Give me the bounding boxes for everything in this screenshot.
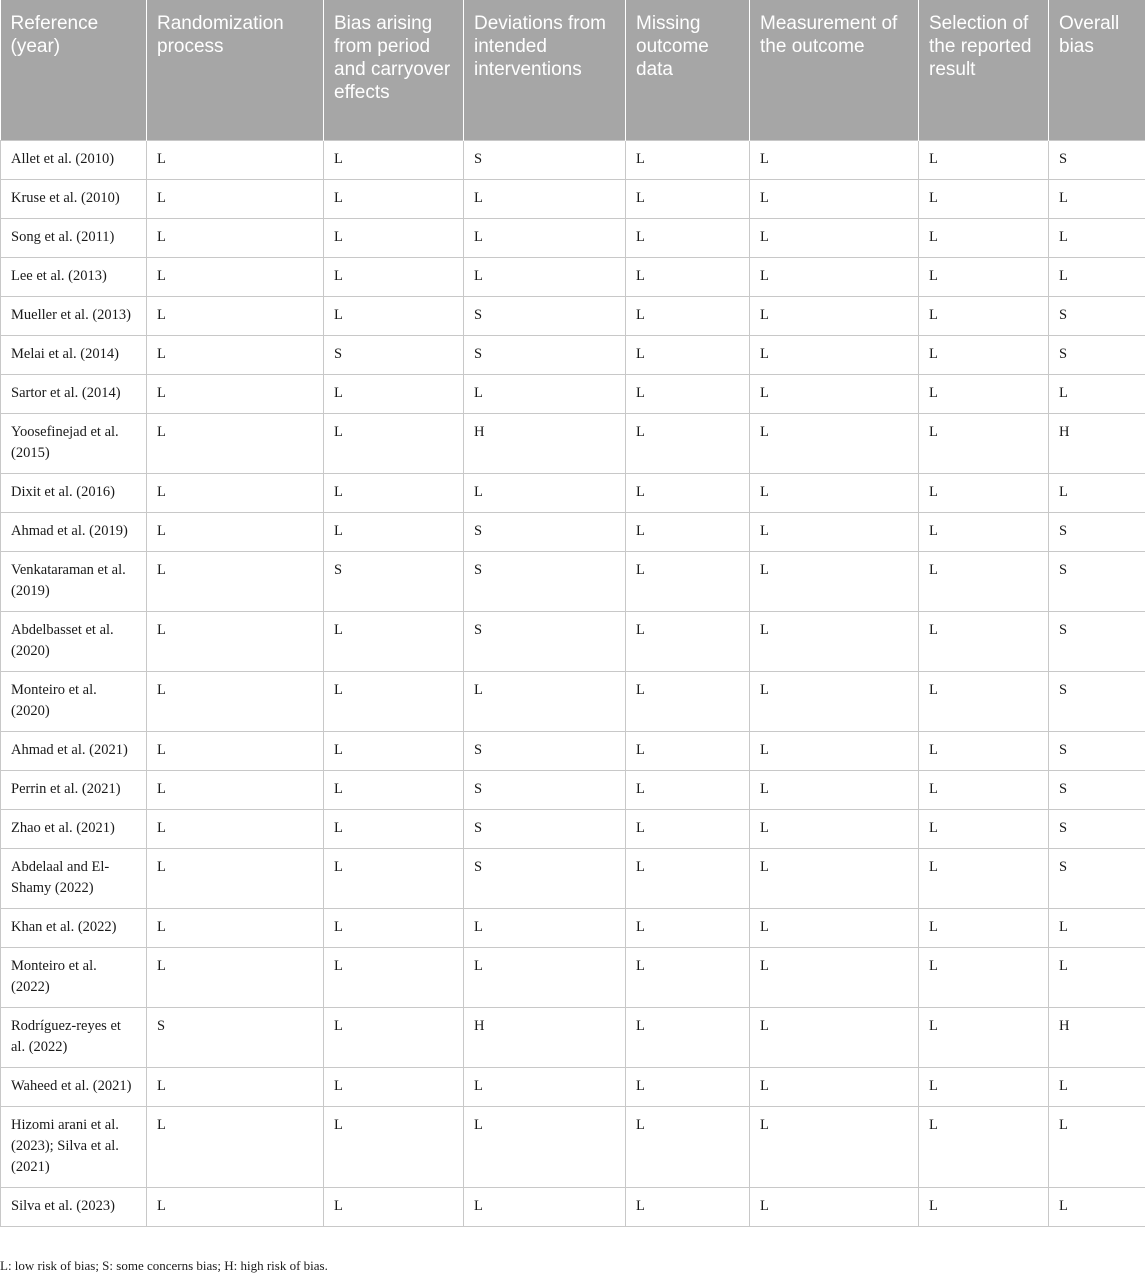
cell-period-carryover: L	[324, 848, 464, 908]
cell-missing-data: L	[626, 551, 750, 611]
table-row	[1, 413, 1145, 473]
cell-overall: L	[1049, 473, 1145, 512]
cell-measurement: L	[750, 848, 919, 908]
cell-period-carryover: L	[324, 1106, 464, 1187]
cell-randomization: L	[147, 908, 324, 947]
cell-selection: L	[919, 512, 1049, 551]
cell-selection: L	[919, 296, 1049, 335]
cell-selection: L	[919, 179, 1049, 218]
cell-randomization: L	[147, 218, 324, 257]
cell-missing-data: L	[626, 335, 750, 374]
cell-period-carryover: L	[324, 770, 464, 809]
header-selection: Selection of the reported result	[919, 0, 1049, 140]
cell-randomization: L	[147, 1067, 324, 1106]
table-row	[1, 1106, 1145, 1187]
cell-overall: S	[1049, 551, 1145, 611]
cell-overall: L	[1049, 218, 1145, 257]
cell-randomization: L	[147, 671, 324, 731]
table-row	[1, 179, 1145, 218]
cell-period-carryover: L	[324, 731, 464, 770]
cell-randomization: L	[147, 1187, 324, 1226]
table-row	[1, 1187, 1145, 1226]
table-header-row	[1, 0, 1145, 140]
cell-selection: L	[919, 947, 1049, 1007]
header-missing-data: Missing outcome data	[626, 0, 750, 140]
cell-randomization: L	[147, 473, 324, 512]
cell-reference: Venkataraman et al. (2019)	[1, 551, 147, 611]
cell-missing-data: L	[626, 218, 750, 257]
cell-period-carryover: L	[324, 257, 464, 296]
cell-selection: L	[919, 140, 1049, 179]
cell-selection: L	[919, 611, 1049, 671]
cell-period-carryover: L	[324, 473, 464, 512]
cell-overall: L	[1049, 947, 1145, 1007]
cell-overall: L	[1049, 1187, 1145, 1226]
cell-randomization: L	[147, 374, 324, 413]
cell-reference: Silva et al. (2023)	[1, 1187, 147, 1226]
table-row	[1, 770, 1145, 809]
cell-period-carryover: L	[324, 374, 464, 413]
header-randomization: Randomization process	[147, 0, 324, 140]
table-row	[1, 140, 1145, 179]
cell-deviations: L	[464, 947, 626, 1007]
cell-deviations: L	[464, 671, 626, 731]
cell-measurement: L	[750, 179, 919, 218]
cell-deviations: H	[464, 1007, 626, 1067]
table-row	[1, 374, 1145, 413]
cell-deviations: S	[464, 296, 626, 335]
table-row	[1, 1067, 1145, 1106]
cell-reference: Dixit et al. (2016)	[1, 473, 147, 512]
header-deviations: Deviations from intended interventions	[464, 0, 626, 140]
cell-randomization: L	[147, 512, 324, 551]
cell-missing-data: L	[626, 179, 750, 218]
cell-reference: Song et al. (2011)	[1, 218, 147, 257]
cell-measurement: L	[750, 374, 919, 413]
cell-measurement: L	[750, 413, 919, 473]
cell-reference: Hizomi arani et al. (2023); Silva et al. (2021)	[1, 1106, 147, 1187]
cell-overall: S	[1049, 848, 1145, 908]
cell-missing-data: L	[626, 770, 750, 809]
cell-missing-data: L	[626, 1106, 750, 1187]
cell-missing-data: L	[626, 374, 750, 413]
cell-missing-data: L	[626, 413, 750, 473]
table-row	[1, 1007, 1145, 1067]
cell-missing-data: L	[626, 809, 750, 848]
cell-overall: L	[1049, 908, 1145, 947]
cell-selection: L	[919, 731, 1049, 770]
cell-period-carryover: L	[324, 179, 464, 218]
cell-reference: Ahmad et al. (2021)	[1, 731, 147, 770]
cell-overall: L	[1049, 1067, 1145, 1106]
cell-selection: L	[919, 809, 1049, 848]
cell-measurement: L	[750, 908, 919, 947]
cell-measurement: L	[750, 731, 919, 770]
cell-overall: L	[1049, 374, 1145, 413]
cell-deviations: L	[464, 1067, 626, 1106]
cell-measurement: L	[750, 140, 919, 179]
cell-missing-data: L	[626, 473, 750, 512]
cell-deviations: S	[464, 611, 626, 671]
cell-period-carryover: L	[324, 140, 464, 179]
cell-measurement: L	[750, 1187, 919, 1226]
cell-selection: L	[919, 908, 1049, 947]
cell-missing-data: L	[626, 1007, 750, 1067]
cell-selection: L	[919, 335, 1049, 374]
table-footnote: L: low risk of bias; S: some concerns bias; H: high risk of bias.	[0, 1258, 328, 1273]
cell-selection: L	[919, 770, 1049, 809]
cell-missing-data: L	[626, 671, 750, 731]
cell-deviations: L	[464, 257, 626, 296]
cell-randomization: L	[147, 947, 324, 1007]
cell-selection: L	[919, 1067, 1049, 1106]
cell-missing-data: L	[626, 848, 750, 908]
table-row	[1, 218, 1145, 257]
header-period-carryover: Bias arising from period and carryover effects	[324, 0, 464, 140]
cell-missing-data: L	[626, 611, 750, 671]
cell-measurement: L	[750, 1007, 919, 1067]
cell-deviations: S	[464, 809, 626, 848]
cell-randomization: L	[147, 257, 324, 296]
cell-selection: L	[919, 1106, 1049, 1187]
cell-deviations: L	[464, 1106, 626, 1187]
table-row	[1, 731, 1145, 770]
table-row	[1, 551, 1145, 611]
cell-reference: Ahmad et al. (2019)	[1, 512, 147, 551]
cell-period-carryover: L	[324, 947, 464, 1007]
cell-overall: H	[1049, 1007, 1145, 1067]
cell-missing-data: L	[626, 908, 750, 947]
header-overall: Overall bias	[1049, 0, 1145, 140]
cell-deviations: S	[464, 770, 626, 809]
cell-missing-data: L	[626, 1067, 750, 1106]
cell-deviations: S	[464, 731, 626, 770]
cell-deviations: L	[464, 908, 626, 947]
cell-overall: S	[1049, 671, 1145, 731]
cell-period-carryover: S	[324, 551, 464, 611]
cell-period-carryover: L	[324, 413, 464, 473]
cell-selection: L	[919, 848, 1049, 908]
cell-period-carryover: S	[324, 335, 464, 374]
cell-reference: Monteiro et al. (2022)	[1, 947, 147, 1007]
cell-overall: S	[1049, 770, 1145, 809]
cell-randomization: L	[147, 1106, 324, 1187]
cell-overall: L	[1049, 1106, 1145, 1187]
cell-missing-data: L	[626, 1187, 750, 1226]
table-body	[1, 140, 1145, 1226]
cell-randomization: L	[147, 179, 324, 218]
cell-randomization: L	[147, 413, 324, 473]
cell-overall: S	[1049, 512, 1145, 551]
cell-selection: L	[919, 671, 1049, 731]
cell-selection: L	[919, 413, 1049, 473]
table-row	[1, 335, 1145, 374]
cell-randomization: L	[147, 140, 324, 179]
table-row	[1, 257, 1145, 296]
cell-selection: L	[919, 374, 1049, 413]
cell-overall: S	[1049, 611, 1145, 671]
cell-randomization: L	[147, 770, 324, 809]
cell-randomization: S	[147, 1007, 324, 1067]
cell-selection: L	[919, 551, 1049, 611]
cell-measurement: L	[750, 671, 919, 731]
cell-deviations: L	[464, 179, 626, 218]
cell-randomization: L	[147, 335, 324, 374]
cell-reference: Khan et al. (2022)	[1, 908, 147, 947]
cell-reference: Kruse et al. (2010)	[1, 179, 147, 218]
cell-deviations: S	[464, 512, 626, 551]
header-measurement: Measurement of the outcome	[750, 0, 919, 140]
cell-reference: Zhao et al. (2021)	[1, 809, 147, 848]
cell-reference: Abdelaal and El-Shamy (2022)	[1, 848, 147, 908]
cell-period-carryover: L	[324, 1067, 464, 1106]
cell-measurement: L	[750, 947, 919, 1007]
cell-reference: Mueller et al. (2013)	[1, 296, 147, 335]
cell-selection: L	[919, 473, 1049, 512]
cell-measurement: L	[750, 473, 919, 512]
cell-missing-data: L	[626, 512, 750, 551]
cell-missing-data: L	[626, 947, 750, 1007]
cell-overall: S	[1049, 296, 1145, 335]
cell-deviations: S	[464, 335, 626, 374]
cell-overall: S	[1049, 140, 1145, 179]
cell-measurement: L	[750, 551, 919, 611]
cell-reference: Waheed et al. (2021)	[1, 1067, 147, 1106]
table-row	[1, 671, 1145, 731]
cell-reference: Yoosefinejad et al. (2015)	[1, 413, 147, 473]
cell-deviations: S	[464, 848, 626, 908]
cell-randomization: L	[147, 296, 324, 335]
cell-reference: Allet et al. (2010)	[1, 140, 147, 179]
cell-randomization: L	[147, 551, 324, 611]
cell-overall: S	[1049, 731, 1145, 770]
cell-overall: L	[1049, 179, 1145, 218]
cell-missing-data: L	[626, 731, 750, 770]
table-row	[1, 473, 1145, 512]
cell-selection: L	[919, 218, 1049, 257]
cell-deviations: L	[464, 374, 626, 413]
cell-measurement: L	[750, 296, 919, 335]
cell-measurement: L	[750, 1067, 919, 1106]
table-row	[1, 611, 1145, 671]
table-row	[1, 296, 1145, 335]
cell-period-carryover: L	[324, 611, 464, 671]
cell-measurement: L	[750, 218, 919, 257]
cell-reference: Monteiro et al. (2020)	[1, 671, 147, 731]
cell-period-carryover: L	[324, 809, 464, 848]
cell-selection: L	[919, 1007, 1049, 1067]
cell-deviations: L	[464, 1187, 626, 1226]
cell-overall: S	[1049, 335, 1145, 374]
cell-measurement: L	[750, 611, 919, 671]
cell-period-carryover: L	[324, 218, 464, 257]
cell-reference: Perrin et al. (2021)	[1, 770, 147, 809]
cell-missing-data: L	[626, 296, 750, 335]
cell-selection: L	[919, 257, 1049, 296]
cell-reference: Lee et al. (2013)	[1, 257, 147, 296]
table-row	[1, 947, 1145, 1007]
cell-period-carryover: L	[324, 296, 464, 335]
cell-reference: Melai et al. (2014)	[1, 335, 147, 374]
table-row	[1, 908, 1145, 947]
cell-overall: H	[1049, 413, 1145, 473]
cell-measurement: L	[750, 1106, 919, 1187]
cell-period-carryover: L	[324, 512, 464, 551]
cell-measurement: L	[750, 257, 919, 296]
cell-measurement: L	[750, 770, 919, 809]
table-row	[1, 809, 1145, 848]
cell-period-carryover: L	[324, 671, 464, 731]
cell-randomization: L	[147, 611, 324, 671]
cell-measurement: L	[750, 335, 919, 374]
cell-reference: Rodríguez-reyes et al. (2022)	[1, 1007, 147, 1067]
cell-deviations: L	[464, 218, 626, 257]
cell-deviations: H	[464, 413, 626, 473]
cell-deviations: S	[464, 140, 626, 179]
cell-measurement: L	[750, 809, 919, 848]
cell-reference: Sartor et al. (2014)	[1, 374, 147, 413]
cell-period-carryover: L	[324, 1187, 464, 1226]
cell-missing-data: L	[626, 140, 750, 179]
cell-reference: Abdelbasset et al. (2020)	[1, 611, 147, 671]
cell-deviations: L	[464, 473, 626, 512]
cell-selection: L	[919, 1187, 1049, 1226]
table-row	[1, 848, 1145, 908]
cell-randomization: L	[147, 848, 324, 908]
cell-overall: L	[1049, 257, 1145, 296]
cell-randomization: L	[147, 809, 324, 848]
cell-overall: S	[1049, 809, 1145, 848]
cell-period-carryover: L	[324, 908, 464, 947]
cell-period-carryover: L	[324, 1007, 464, 1067]
cell-measurement: L	[750, 512, 919, 551]
cell-deviations: S	[464, 551, 626, 611]
cell-missing-data: L	[626, 257, 750, 296]
table-row	[1, 512, 1145, 551]
cell-randomization: L	[147, 731, 324, 770]
header-reference: Reference (year)	[1, 0, 147, 140]
